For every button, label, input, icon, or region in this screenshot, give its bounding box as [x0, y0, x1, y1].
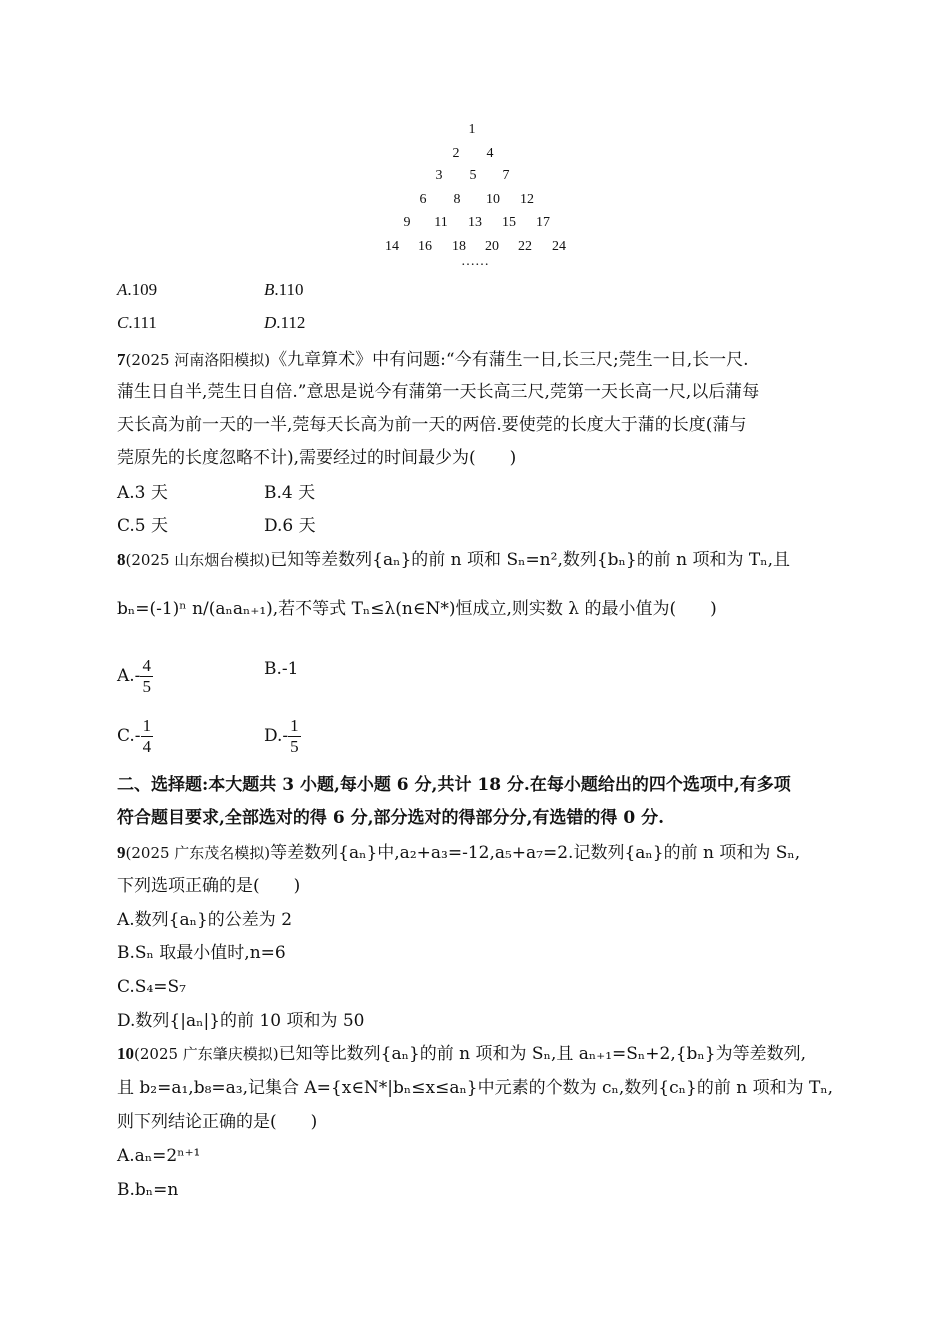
triangle-number: 22: [518, 239, 532, 254]
q9-option-d: D.数列{|aₙ|}的前 10 项和为 50: [117, 1011, 365, 1031]
q8-option-c: [117, 716, 153, 757]
triangle-number: 12: [520, 192, 534, 207]
fraction: [141, 716, 154, 757]
triangle-number: 3: [435, 168, 443, 183]
triangle-row: [0, 215, 950, 235]
fraction-numerator: 4: [142, 656, 151, 675]
section-2-header-line-2: 符合题目要求,全部选对的得 6 分,部分选对的得部分分,有选错的得 0 分.: [117, 808, 665, 828]
q10-line-1: [117, 1043, 806, 1065]
q7-line-1: [117, 349, 749, 371]
q7-option-a: A.3 天: [117, 483, 168, 503]
triangle-number: 17: [536, 215, 550, 230]
question-number: 7: [117, 350, 126, 369]
q7-line-4: 莞原先的长度忽略不计),需要经过的时间最少为( ): [117, 448, 517, 468]
question-text: 已知等比数列{aₙ}的前 n 项和为 Sₙ,且 aₙ₊₁=Sₙ+2,{bₙ}为等差数列,: [278, 1044, 807, 1064]
triangle-number: 2: [452, 146, 460, 161]
triangle-ellipsis: ……: [461, 254, 489, 269]
triangle-number: 1: [468, 122, 476, 137]
q7-line-2: 蒲生日自半,莞生日自倍.”意思是说今有蒲第一天长高三尺,莞第一天长高一尺,以后蒲每: [117, 382, 760, 402]
triangle-number: 18: [452, 239, 466, 254]
fraction: [140, 656, 153, 697]
q9-option-c: C.S₄=S₇: [117, 977, 186, 997]
triangle-number: 14: [385, 239, 399, 254]
triangle-row: [0, 122, 950, 142]
q7-option-d: D.6 天: [264, 516, 316, 536]
q8-option-d: [264, 716, 301, 757]
section-2-header-line-1: 二、选择题:本大题共 3 小题,每小题 6 分,共计 18 分.在每小题给出的四个选项中,有多项: [117, 775, 791, 795]
q8-option-a: [117, 656, 153, 697]
question-text: 等差数列{aₙ}中,a₂+a₃=-12,a₅+a₇=2.记数列{aₙ}的前 n 项和为 Sₙ,: [270, 843, 801, 863]
question-source: (2025 广东茂名模拟): [125, 844, 271, 862]
q9-option-a: A.数列{aₙ}的公差为 2: [117, 910, 293, 930]
triangle-number: 16: [418, 239, 432, 254]
q7-line-3: 天长高为前一天的一半,莞每天长高为前一天的两倍.要使莞的长度大于蒲的长度(蒲与: [117, 415, 747, 435]
triangle-row: [0, 146, 950, 166]
q10-option-b: B.bₙ=n: [117, 1180, 179, 1200]
triangle-number: 13: [468, 215, 482, 230]
q6-option-c: C.111: [117, 313, 157, 332]
question-source: (2025 山东烟台模拟): [125, 551, 271, 569]
triangle-number: 10: [486, 192, 500, 207]
q8-line-2: bₙ=(-1)ⁿ n/(aₙaₙ₊₁),若不等式 Tₙ≤λ(n∈N*)恒成立,则实数 λ 的最小值为( ): [117, 599, 717, 619]
triangle-number: 15: [502, 215, 516, 230]
option-label: A.-: [117, 666, 141, 686]
fraction: [288, 716, 301, 757]
fraction-numerator: 1: [142, 716, 152, 735]
option-label: C.-: [117, 726, 141, 746]
fraction-denominator: 5: [142, 677, 151, 696]
question-number: 10: [117, 1044, 134, 1063]
q7-option-b: B.4 天: [264, 483, 316, 503]
q10-option-a: A.aₙ=2ⁿ⁺¹: [117, 1146, 201, 1166]
question-source: (2025 河南洛阳模拟): [125, 351, 271, 369]
triangle-number: 24: [552, 239, 566, 254]
fraction-numerator: 1: [290, 716, 299, 735]
q10-line-2: 且 b₂=a₁,b₈=a₃,记集合 A={x∈N*|bₙ≤x≤aₙ}中元素的个数为 cₙ,数列{cₙ}的前 n 项和为 Tₙ,: [117, 1078, 834, 1098]
q6-option-d: D.112: [264, 313, 306, 332]
q9-line-1: [117, 842, 800, 864]
q8-option-b: B.-1: [264, 659, 299, 679]
triangle-number: 20: [485, 239, 499, 254]
q6-option-a: A.109: [117, 280, 158, 299]
triangle-number: 6: [419, 192, 427, 207]
q6-option-b: B.110: [264, 280, 304, 299]
question-source: (2025 广东肇庆模拟): [134, 1045, 279, 1063]
triangle-number: 7: [502, 168, 510, 183]
triangle-number: 5: [469, 168, 477, 183]
question-text: 已知等差数列{aₙ}的前 n 项和 Sₙ=n²,数列{bₙ}的前 n 项和为 Tₙ,且: [270, 550, 790, 570]
q7-option-c: C.5 天: [117, 516, 169, 536]
triangle-row: [0, 168, 950, 188]
option-label: D.-: [264, 726, 289, 746]
q8-line-1: [117, 549, 790, 571]
triangle-row: [0, 192, 950, 212]
fraction-denominator: 4: [142, 737, 152, 756]
question-text: 《九章算术》中有问题:“今有蒲生一日,长三尺;莞生一日,长一尺.: [270, 350, 749, 370]
fraction-denominator: 5: [290, 737, 299, 756]
triangle-number: 9: [403, 215, 411, 230]
q9-line-2: 下列选项正确的是( ): [117, 876, 301, 896]
triangle-row: [0, 254, 950, 274]
triangle-number: 11: [434, 215, 448, 230]
question-number: 8: [117, 550, 126, 569]
triangle-number: 8: [453, 192, 461, 207]
q10-line-3: 则下列结论正确的是( ): [117, 1112, 318, 1132]
question-number: 9: [117, 843, 126, 862]
triangle-number: 4: [486, 146, 494, 161]
q9-option-b: B.Sₙ 取最小值时,n=6: [117, 943, 286, 963]
